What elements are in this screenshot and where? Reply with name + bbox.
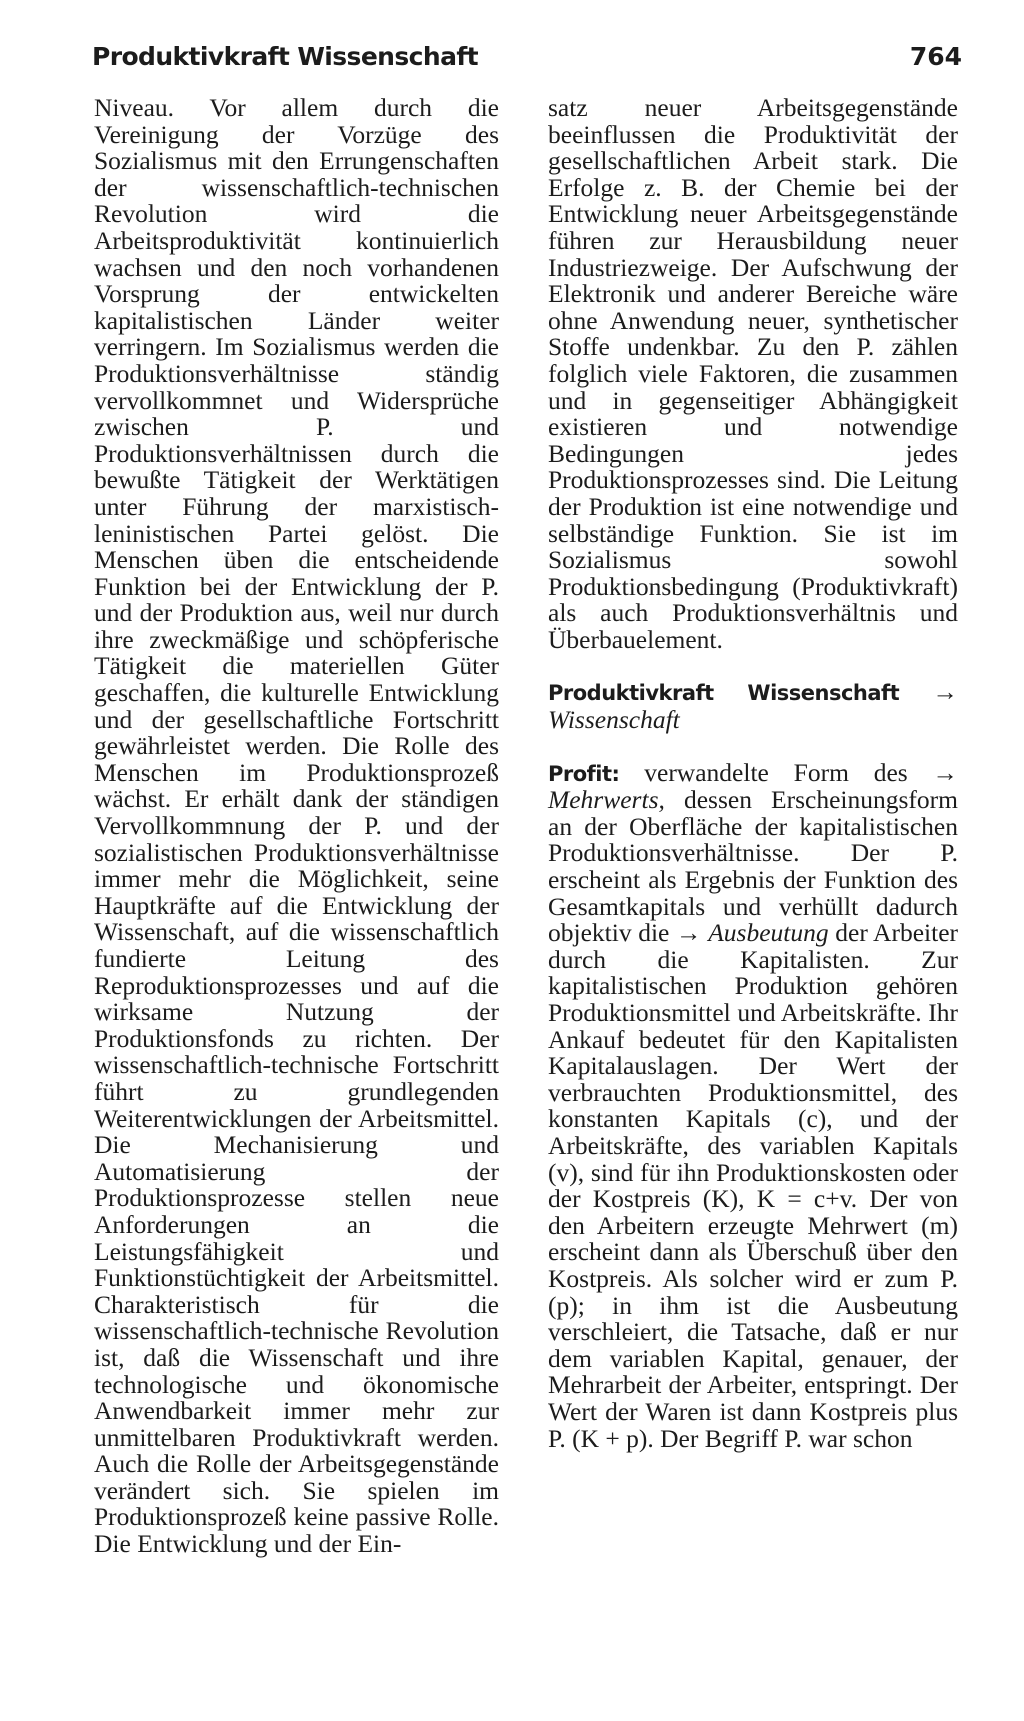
entry-produktivkraft-wissenschaft (548, 679, 958, 733)
entry-headword: Profit: (548, 761, 620, 786)
entry-text: verwandelte Form des → (644, 757, 958, 787)
right-column (548, 95, 958, 1452)
cross-reference-link[interactable]: Mehrwerts, (548, 785, 665, 815)
left-column (94, 95, 499, 1558)
cross-reference-link[interactable]: Ausbeutung (708, 918, 829, 948)
page-number: 764 (909, 42, 962, 71)
continuation-paragraph: satz neuer Arbeitsgegenstände beeinflussen die Produktivität der gesellschaftlichen Arbeit stark. Die Erfolge z. B. der Chemie bei der Entwicklung neuer Arbeitsgegenstände führen zur Herausbildung neuer Industriezweige. Der Aufschwung der Elektronik und anderer Bereiche wäre ohne Anwendung neuer, synthetischer Stoffe undenkbar. Zu den P. zählen folglich viele Faktoren, die zusammen und in gegenseitiger Abhängigkeit existieren und notwendige Bedingungen jedes Produktionsprozesses sind. Die Leitung der Produktion ist eine notwendige und selbständige Funktion. Sie ist im Sozialismus sowohl Produktionsbedingung (Produktivkraft) als auch Produktionsverhältnis und Überbauelement. (548, 93, 958, 654)
running-head: Produktivkraft Wissenschaft (92, 42, 478, 71)
left-column-text: Niveau. Vor allem durch die Vereinigung der Vorzüge des Sozialismus mit den Errungenschaften der wissenschaftlich-technischen Revolution wird die Arbeitsproduktivität kontinuierlich wachsen und den noch vorhandenen Vorsprung der entwickelten kapitalistischen Länder weiter verringern. Im Sozialismus werden die Produktionsverhältnisse ständig vervollkommnet und Widersprüche zwischen P. und Produktionsverhältnissen durch die bewußte Tätigkeit der Werktätigen unter Führung der marxistisch-leninistischen Partei gelöst. Die Menschen üben die entscheidende Funktion bei der Entwicklung der P. und der Produktion aus, weil nur durch ihre zweckmäßige und schöpferische Tätigkeit die materiellen Güter geschaffen, die kulturelle Entwicklung und der gesellschaftliche Fortschritt gewährleistet werden. Die Rolle des Menschen im Produktionsprozeß wächst. Er erhält dank der ständigen Vervollkommnung der P. und der sozialistischen Produktionsverhältnisse immer mehr die Möglichkeit, seine Hauptkräfte auf die Entwicklung der Wissenschaft, auf die wissenschaftlich fundierte Leitung des Reproduktionsprozesses und auf die wirksame Nutzung der Produktionsfonds zu richten. Der wissenschaftlich-technische Fortschritt führt zu grundlegenden Weiterentwicklungen der Arbeitsmittel. Die Mechanisierung und Automatisierung der Produktionsprozesse stellen neue Anforderungen an die Leistungsfähigkeit und Funktionstüchtigkeit der Arbeitsmittel. Charakteristisch für die wissenschaftlich-technische Revolution ist, daß die Wissenschaft und ihre technologische und ökonomische Anwendbarkeit immer mehr zur unmittelbaren Produktivkraft werden. Auch die Rolle der Arbeitsgegenstände verändert sich. Sie spielen im Produktionsprozeß keine passive Rolle. Die Entwicklung und der Ein- (94, 93, 499, 1559)
entry-headword: Produktivkraft Wissenschaft (548, 681, 900, 706)
cross-reference-link[interactable]: Wissenschaft (548, 705, 680, 735)
cross-reference-arrow: → (932, 677, 959, 707)
entry-text: der Arbeiter durch die Kapitalisten. Zur kapitalistischen Produktion gehören Produktionsmittel und Arbeitskräfte. Ihr Ankauf bedeutet für den Kapitalisten Kapitalauslagen. Der Wert der verbrauchten Produktionsmittel, des konstanten Kapitals (c), und der Arbeitskräfte, des variablen Kapitals (v), sind für ihn Produktionskosten oder der Kostpreis (K), K = c+v. Der von den Arbeitern erzeugte Mehrwert (m) erscheint dann als Überschuß über den Kostpreis. Als solcher wird er zum P. (p); in ihm ist die Ausbeutung verschleiert, die Tatsache, daß er nur dem variablen Kapital, genauer, der Mehrarbeit der Arbeiter, entspringt. Der Wert der Waren ist dann Kostpreis plus P. (K + p). Der Begriff P. war schon (548, 918, 959, 1453)
entry-profit (548, 757, 959, 1453)
entry-text: dessen Erscheinungsform an der Oberfläche der kapitalistischen Produktionsverhältnisse. Der P. erscheint als Ergebnis der Funktion des Gesamtkapitals und verhüllt dadurch objektiv die → (548, 785, 958, 948)
